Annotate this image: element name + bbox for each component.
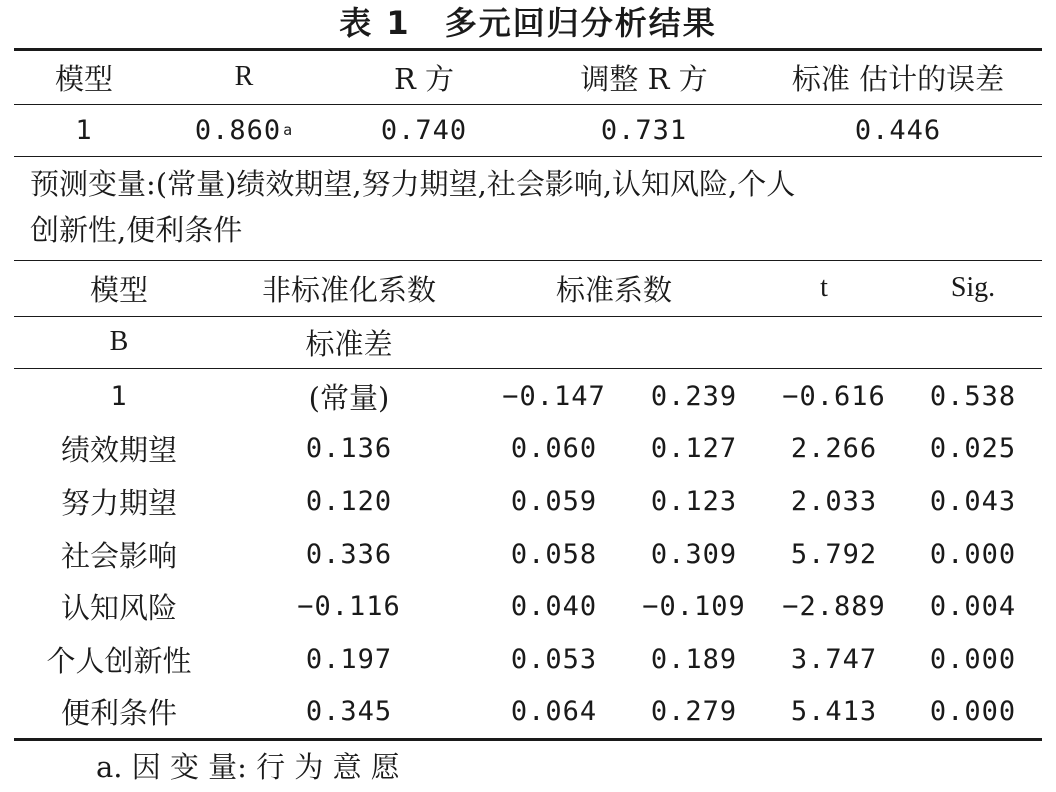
- coef-cell: 5.413: [790, 696, 878, 728]
- coef-cell: 0.000: [929, 643, 1017, 675]
- summary-r2: 0.740: [380, 114, 468, 146]
- coef-header-mid-rule: [14, 316, 1042, 317]
- coef-cell: 0.060: [510, 433, 598, 465]
- coef-cell: 认知风险: [60, 591, 177, 626]
- coef-header-model: 模型: [89, 272, 148, 307]
- summary-r-value: 0.860: [194, 114, 282, 146]
- coef-cell: 0.189: [650, 643, 738, 675]
- bottom-rule: [14, 738, 1042, 741]
- summary-header-model: 模型: [54, 61, 113, 96]
- coef-cell: 2.266: [790, 433, 878, 465]
- coef-cell: 2.033: [790, 485, 878, 517]
- summary-model: 1: [75, 114, 93, 146]
- coef-row: [14, 370, 1042, 423]
- coef-cell: 1: [110, 380, 128, 412]
- coef-header-unstd: 非标准化系数: [261, 272, 436, 307]
- coef-cell: 0.336: [305, 538, 393, 570]
- coef-top-rule: [14, 260, 1042, 261]
- coef-row: [14, 686, 1042, 739]
- coef-cell: 0.064: [510, 696, 598, 728]
- coef-header-b: B: [109, 326, 129, 357]
- coef-cell: −0.616: [782, 380, 886, 412]
- coef-header-row-2: [14, 318, 1042, 366]
- coef-cell: 0.053: [510, 643, 598, 675]
- coef-cell: 5.792: [790, 538, 878, 570]
- coef-cell: 便利条件: [60, 696, 177, 731]
- coef-cell: 0.040: [510, 591, 598, 623]
- summary-header-se: 标准 估计的误差: [791, 61, 1005, 96]
- coef-row: [14, 475, 1042, 528]
- coef-cell: −0.116: [297, 591, 401, 623]
- summary-data-row: [14, 106, 1042, 154]
- coef-cell: 社会影响: [60, 538, 177, 573]
- coef-row: [14, 633, 1042, 686]
- coef-cell: 绩效期望: [60, 433, 177, 468]
- coef-cell: 0.000: [929, 696, 1017, 728]
- top-rule: [14, 48, 1042, 51]
- dependent-variable-footnote: a. 因 变 量: 行 为 意 愿: [96, 750, 400, 784]
- coef-cell: 0.197: [305, 643, 393, 675]
- coef-cell: 0.058: [510, 538, 598, 570]
- coef-cell: 0.120: [305, 485, 393, 517]
- coef-cell: 0.136: [305, 433, 393, 465]
- summary-se: 0.446: [854, 114, 942, 146]
- coef-header-row-1: [14, 262, 1042, 314]
- coef-header-sd: 标准差: [305, 326, 393, 361]
- coef-cell: 0.538: [929, 380, 1017, 412]
- coef-cell: 3.747: [790, 643, 878, 675]
- coef-cell: (常量): [308, 380, 390, 415]
- predictors-note-line2: 创新性,便利条件: [30, 213, 243, 247]
- summary-header-r2: R 方: [393, 61, 455, 96]
- coef-cell: 0.309: [650, 538, 738, 570]
- coef-cell: 0.279: [650, 696, 738, 728]
- coef-cell: 0.127: [650, 433, 738, 465]
- summary-r: 0.860 a: [194, 114, 294, 146]
- coef-row: [14, 580, 1042, 633]
- summary-bottom-rule: [14, 156, 1042, 157]
- summary-header-row: [14, 52, 1042, 102]
- summary-header-r: R: [234, 61, 254, 92]
- coef-header-t: t: [820, 272, 828, 303]
- summary-adj-r2: 0.731: [600, 114, 688, 146]
- summary-header-adj-r2: 调整 R 方: [580, 61, 708, 96]
- coef-header-std: 标准系数: [555, 272, 672, 307]
- coef-header-sig: Sig.: [950, 272, 996, 303]
- coef-cell: −2.889: [782, 591, 886, 623]
- coef-cell: 0.004: [929, 591, 1017, 623]
- coef-cell: −0.147: [502, 380, 606, 412]
- coef-cell: 0.059: [510, 485, 598, 517]
- coef-cell: 0.000: [929, 538, 1017, 570]
- summary-header-rule: [14, 104, 1042, 105]
- coef-row: [14, 528, 1042, 581]
- coef-cell: 个人创新性: [46, 643, 192, 678]
- coef-cell: 0.043: [929, 485, 1017, 517]
- coef-cell: 0.123: [650, 485, 738, 517]
- coef-header-bottom-rule: [14, 368, 1042, 369]
- coef-cell: 努力期望: [60, 485, 177, 520]
- coef-cell: −0.109: [642, 591, 746, 623]
- predictors-note-line1: 预测变量:(常量)绩效期望,努力期望,社会影响,认知风险,个人: [30, 167, 796, 201]
- coef-row: [14, 423, 1042, 476]
- table-title: 表 1 多元回归分析结果: [339, 4, 717, 42]
- coef-cell: 0.025: [929, 433, 1017, 465]
- coef-cell: 0.239: [650, 380, 738, 412]
- coef-cell: 0.345: [305, 696, 393, 728]
